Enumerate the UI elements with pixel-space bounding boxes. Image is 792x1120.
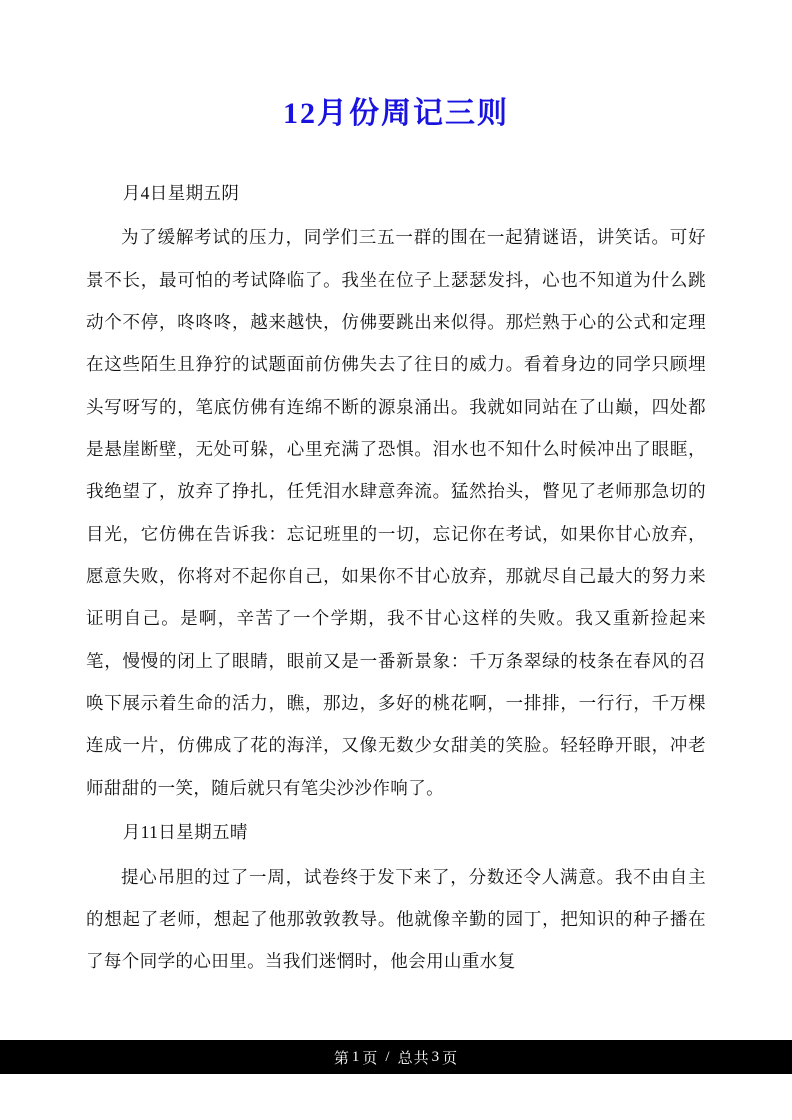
footer-separator: / bbox=[385, 1048, 391, 1065]
page-title: 12月份周记三则 bbox=[283, 97, 509, 130]
entry-date-line: 月11日星期五晴 bbox=[122, 822, 248, 843]
footer-page-prefix: 第 bbox=[333, 1050, 350, 1067]
footer-page-number: 1 bbox=[351, 1048, 361, 1065]
footer-total-pages: 3 bbox=[431, 1048, 441, 1065]
footer-total-prefix: 总共 bbox=[397, 1050, 430, 1067]
document-body bbox=[86, 132, 706, 983]
entry-date-line: 月4日星期五阴 bbox=[122, 183, 240, 203]
entry-body-paragraph: 为了缓解考试的压力，同学们三五一群的围在一起猜谜语，讲笑话。可好景不长，最可怕的考试降临了。我坐在位子上瑟瑟发抖，心也不知道为什么跳动个不停，咚咚咚，越来越快，仿佛要跳出来似得。那烂熟于心的公式和定理在这些陌生且狰狞的试题面前仿佛失去了往日的威力。看着身边的同学只顾埋头写呀写的，笔底仿佛有连绵不断的源泉涌出。我就如同站在了山巅，四处都是悬崖断壁，无处可躲，心里充满了恐惧。泪水也不知什么时候冲出了眼眶，我绝望了，放弃了挣扎，任凭泪水肆意奔流。猛然抬头，瞥见了老师那急切的目光，它仿佛在告诉我：忘记班里的一切，忘记你在考试，如果你甘心放弃，愿意失败，你将对不起你自己，如果你不甘心放弃，那就尽自己最大的努力来证明自己。是啊，辛苦了一个学期，我不甘心这样的失败。我又重新捡起来笔，慢慢的闭上了眼睛，眼前又是一番新景象：千万条翠绿的枝条在春风的召唤下展示着生命的活力，瞧，那边，多好的桃花啊，一排排，一行行，千万棵连成一片，仿佛成了花的海洋，又像无数少女甜美的笑脸。轻轻睁开眼，冲老师甜甜的一笑，随后就只有笔尖沙沙作响了。 bbox=[86, 227, 706, 798]
footer-page-suffix: 页 bbox=[362, 1050, 379, 1067]
page-footer bbox=[0, 1040, 792, 1074]
footer-total-suffix: 页 bbox=[442, 1050, 459, 1067]
entry-body-paragraph: 提心吊胆的过了一周，试卷终于发下来了，分数还令人满意。我不由自主的想起了老师，想起了他那敦敦教导。他就像辛勤的园丁，把知识的种子播在了每个同学的心田里。当我们迷惘时，他会用山重水复 bbox=[86, 866, 706, 972]
